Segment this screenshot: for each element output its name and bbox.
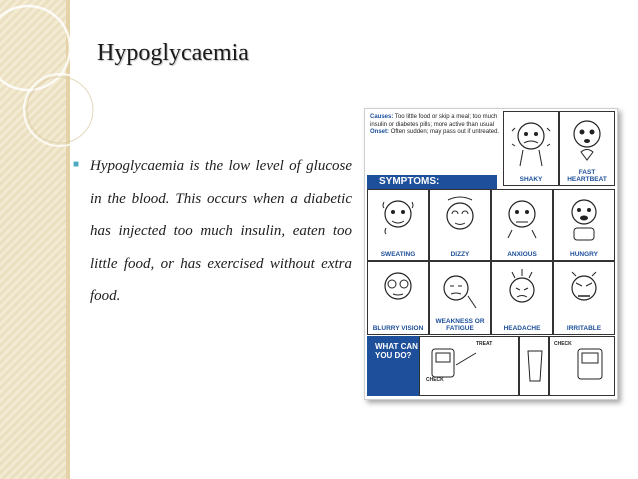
action-check2-label: CHECK: [554, 341, 572, 347]
causes-text: Too little food or skip a meal; too much insulin or diabetes pills; more active than usual: [370, 114, 498, 128]
glucose-meter-icon: [572, 343, 612, 387]
action-check-treat: [419, 336, 519, 396]
irritable-face-icon: [564, 266, 604, 314]
weakness-face-icon: [440, 266, 480, 314]
symptom-headache: [491, 261, 553, 335]
symptom-sweating: [367, 189, 429, 261]
hungry-face-icon: [564, 194, 604, 246]
symptom-label: HUNGRY: [570, 251, 598, 258]
action-juice: [519, 336, 549, 396]
symptom-label: WEAKNESS OR FATIGUE: [435, 318, 485, 332]
symptom-anxious: [491, 189, 553, 261]
juice-glass-icon: [525, 347, 545, 387]
action-check-label: CHECK: [426, 377, 444, 383]
causes-label: Causes:: [370, 114, 394, 120]
headache-face-icon: [502, 266, 542, 314]
symptom-label: DIZZY: [450, 251, 470, 258]
symptoms-banner: SYMPTOMS:: [367, 175, 497, 189]
action-check-again: [549, 336, 615, 396]
symptom-weakness-fatigue: [429, 261, 491, 335]
symptom-label: SHAKY: [519, 176, 543, 183]
fast-heartbeat-face-icon: [567, 116, 607, 168]
action-treat-label: TREAT: [476, 341, 493, 347]
dizzy-face-icon: [440, 194, 480, 246]
symptom-label: ANXIOUS: [507, 251, 537, 258]
symptom-label: HEADACHE: [503, 325, 541, 332]
symptom-label: BLURRY VISION: [372, 325, 424, 332]
poster-causes: [370, 114, 500, 137]
bullet-text: Hypoglycaemia is the low level of glucose in the blood. This occurs when a diabetic has injected too much insulin, eaten too little food, or has exercised without extra food.: [90, 158, 352, 304]
onset-text: Often sudden; may pass out if untreated.: [390, 129, 500, 135]
hypoglycaemia-poster: [364, 108, 618, 400]
symptom-fast-heartbeat: [559, 111, 615, 186]
symptom-label: IRRITABLE: [566, 325, 602, 332]
onset-label: Onset:: [370, 129, 390, 135]
anxious-face-icon: [502, 194, 542, 246]
blurry-vision-face-icon: [378, 266, 418, 314]
symptom-label: SWEATING: [380, 251, 416, 258]
slide-title: Hypoglycaemia: [97, 40, 249, 66]
decorative-circles: [0, 0, 110, 160]
sweating-face-icon: [378, 194, 418, 246]
symptom-blurry-vision: [367, 261, 429, 335]
symptom-hungry: [553, 189, 615, 261]
symptom-shaky: [503, 111, 559, 186]
what-can-you-do-box: WHAT CAN YOU DO?: [367, 336, 419, 396]
bullet-icon: ■: [73, 159, 80, 170]
symptom-label: FAST HEARTBEAT: [567, 169, 607, 183]
shaky-face-icon: [511, 116, 551, 168]
symptom-irritable: [553, 261, 615, 335]
symptom-dizzy: [429, 189, 491, 261]
